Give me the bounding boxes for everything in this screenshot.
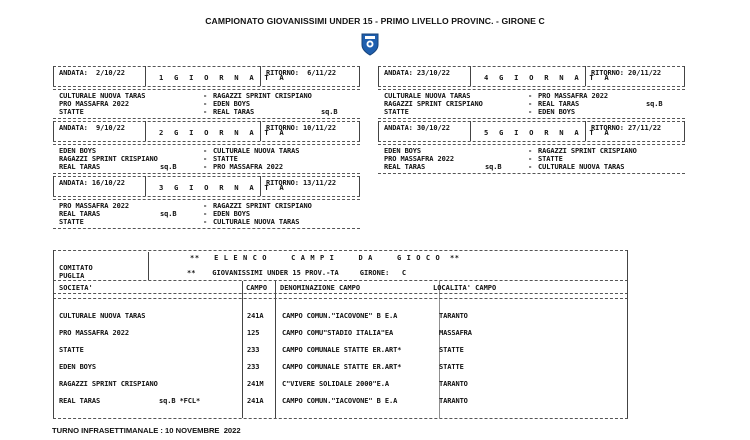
match-away-team: EDEN BOYS xyxy=(213,210,251,218)
match-away-team: STATTE xyxy=(538,155,563,163)
match-home-team: RAGAZZI SPRINT CRISPIANO xyxy=(59,155,158,163)
campo-row-societa: PRO MASSAFRA 2022 xyxy=(59,329,129,337)
match-team-note: sq.B xyxy=(646,100,663,108)
match-away-team: RAGAZZI SPRINT CRISPIANO xyxy=(213,92,312,100)
campo-row-code: 241M xyxy=(247,380,264,388)
match-away-team: RAGAZZI SPRINT CRISPIANO xyxy=(213,202,312,210)
match-away-team: PRO MASSAFRA 2022 xyxy=(213,163,283,171)
campo-row-extra: sq.B *FCL* xyxy=(159,397,201,405)
match-home-team: CULTURALE NUOVA TARAS xyxy=(384,92,471,100)
andata-date: ANDATA: 16/10/22 xyxy=(59,179,125,187)
campi-subtitle: ** GIOVANISSIMI UNDER 15 PROV.-TA GIRONE: C xyxy=(187,269,407,277)
campo-row-code: 233 xyxy=(247,346,260,354)
campo-row-localita: TARANTO xyxy=(439,380,468,388)
match-home-team: PRO MASSAFRA 2022 xyxy=(59,202,129,210)
match-separator: - xyxy=(203,155,208,163)
match-team-note: sq.B xyxy=(160,163,177,171)
round-block xyxy=(53,66,360,118)
match-separator: - xyxy=(203,218,208,226)
giornata-label: 2 G I O R N A T A xyxy=(159,128,287,137)
match-away-team: REAL TARAS xyxy=(538,100,580,108)
andata-date: ANDATA: 2/10/22 xyxy=(59,69,125,77)
match-away-team: PRO MASSAFRA 2022 xyxy=(538,92,608,100)
round-block xyxy=(378,121,685,173)
match-home-team: STATTE xyxy=(384,108,409,116)
match-away-team: CULTURALE NUOVA TARAS xyxy=(538,163,625,171)
andata-date: ANDATA: 9/10/22 xyxy=(59,124,125,132)
match-separator: - xyxy=(203,92,208,100)
campo-row-societa: STATTE xyxy=(59,346,84,354)
match-separator: - xyxy=(203,100,208,108)
col-header-campo: CAMPO xyxy=(246,284,268,292)
campo-row-code: 233 xyxy=(247,363,260,371)
comitato-label: COMITATO xyxy=(59,264,93,272)
col-header-denominazione: DENOMINAZIONE CAMPO xyxy=(280,284,361,292)
match-separator: - xyxy=(528,92,533,100)
andata-date: ANDATA: 23/10/22 xyxy=(384,69,450,77)
giornata-label: 5 G I O R N A T A xyxy=(484,128,612,137)
ritorno-date: RITORNO: 13/11/22 xyxy=(266,179,336,187)
elenco-campi-title: ** E L E N C O C A M P I D A G I O C O ** xyxy=(190,254,460,262)
match-away-team: CULTURALE NUOVA TARAS xyxy=(213,147,300,155)
match-away-team: CULTURALE NUOVA TARAS xyxy=(213,218,300,226)
ritorno-date: RITORNO: 20/11/22 xyxy=(591,69,661,77)
campo-row-societa: RAGAZZI SPRINT CRISPIANO xyxy=(59,380,158,388)
campo-row-denominazione: CAMPO COMU"STADIO ITALIA"EA xyxy=(282,329,394,337)
match-separator: - xyxy=(528,100,533,108)
match-home-team: EDEN BOYS xyxy=(59,147,97,155)
puglia-label: PUGLIA xyxy=(59,272,85,280)
footer-note: TURNO INFRASETTIMANALE : 10 NOVEMBRE 2022 xyxy=(52,426,241,435)
campo-row-denominazione: CAMPO COMUN."IACOVONE" B E.A xyxy=(282,312,398,320)
campo-row-localita: TARANTO xyxy=(439,397,468,405)
match-away-team: STATTE xyxy=(213,155,238,163)
campo-row-code: 125 xyxy=(247,329,260,337)
campo-row-code: 241A xyxy=(247,397,264,405)
match-separator: - xyxy=(203,210,208,218)
match-separator: - xyxy=(528,147,533,155)
match-home-team: PRO MASSAFRA 2022 xyxy=(384,155,454,163)
match-separator: - xyxy=(203,147,208,155)
round-block xyxy=(378,66,685,118)
match-separator: - xyxy=(528,108,533,116)
match-away-team: RAGAZZI SPRINT CRISPIANO xyxy=(538,147,637,155)
campo-row-denominazione: CAMPO COMUNALE STATTE ER.ART* xyxy=(282,346,402,354)
andata-date: ANDATA: 30/10/22 xyxy=(384,124,450,132)
match-home-team: STATTE xyxy=(59,108,84,116)
match-home-team: STATTE xyxy=(59,218,84,226)
col-header-societa: SOCIETA' xyxy=(59,284,93,292)
match-home-team: EDEN BOYS xyxy=(384,147,422,155)
campo-row-localita: STATTE xyxy=(439,346,464,354)
campi-table xyxy=(53,250,628,422)
match-home-team: REAL TARAS xyxy=(59,163,101,171)
ritorno-date: RITORNO: 6/11/22 xyxy=(266,69,336,77)
match-home-team: CULTURALE NUOVA TARAS xyxy=(59,92,146,100)
campo-row-denominazione: CAMPO COMUN."IACOVONE" B E.A xyxy=(282,397,398,405)
round-block xyxy=(53,176,360,228)
campo-row-localita: STATTE xyxy=(439,363,464,371)
ritorno-date: RITORNO: 10/11/22 xyxy=(266,124,336,132)
match-separator: - xyxy=(528,163,533,171)
match-team-note: sq.B xyxy=(160,210,177,218)
match-away-team: EDEN BOYS xyxy=(213,100,251,108)
giornata-label: 3 G I O R N A T A xyxy=(159,183,287,192)
match-separator: - xyxy=(528,155,533,163)
match-separator: - xyxy=(203,202,208,210)
federation-shield-logo xyxy=(361,32,379,56)
campo-row-societa: CULTURALE NUOVA TARAS xyxy=(59,312,146,320)
campo-row-localita: MASSAFRA xyxy=(439,329,472,337)
campo-row-denominazione: CAMPO COMUNALE STATTE ER.ART* xyxy=(282,363,402,371)
match-home-team: REAL TARAS xyxy=(59,210,101,218)
ritorno-date: RITORNO: 27/11/22 xyxy=(591,124,661,132)
match-home-team: RAGAZZI SPRINT CRISPIANO xyxy=(384,100,483,108)
page-title: CAMPIONATO GIOVANISSIMI UNDER 15 - PRIMO LIVELLO PROVINC. - GIRONE C xyxy=(205,16,545,26)
campo-row-denominazione: C"VIVERE SOLIDALE 2000"E.A xyxy=(282,380,389,388)
match-separator: - xyxy=(203,108,208,116)
match-separator: - xyxy=(203,163,208,171)
col-header-localita: LOCALITA' CAMPO xyxy=(433,284,497,292)
match-home-team: REAL TARAS xyxy=(384,163,426,171)
campo-row-code: 241A xyxy=(247,312,264,320)
match-team-note: sq.B xyxy=(485,163,502,171)
round-block xyxy=(53,121,360,173)
campo-row-societa: REAL TARAS xyxy=(59,397,101,405)
match-home-team: PRO MASSAFRA 2022 xyxy=(59,100,129,108)
giornata-label: 1 G I O R N A T A xyxy=(159,73,287,82)
match-away-team: REAL TARAS xyxy=(213,108,255,116)
giornata-label: 4 G I O R N A T A xyxy=(484,73,612,82)
match-away-team: EDEN BOYS xyxy=(538,108,576,116)
campo-row-societa: EDEN BOYS xyxy=(59,363,97,371)
match-team-note: sq.B xyxy=(321,108,338,116)
campo-row-localita: TARANTO xyxy=(439,312,468,320)
